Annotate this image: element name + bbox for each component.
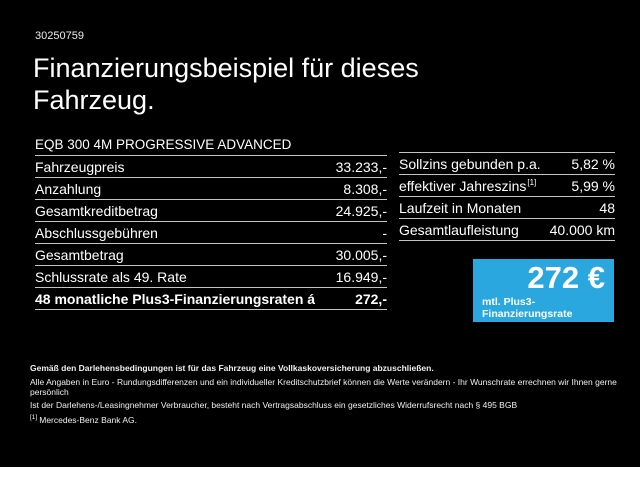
fine-print-disclaimer: Alle Angaben in Euro - Rundungsdifferenzen und ein individueller Kreditschutzbrief können die Werte verändern - Ihr Wunschrate errechnen wir Ihnen gerne persönlich	[30, 376, 617, 397]
row-value: 5,82 %	[571, 155, 615, 172]
fine-print-insurance-note: Gemäß den Darlehensbedingungen ist für das Fahrzeug eine Vollkaskoversicherung abzuschließen.	[30, 363, 434, 373]
table-row-gesamtlaufleistung	[399, 219, 615, 241]
row-label: Schlussrate als 49. Rate	[35, 268, 187, 285]
row-value: 30.005,-	[335, 246, 387, 263]
row-value: 8.308,-	[343, 180, 387, 197]
table-row-abschlussgebuehren	[35, 222, 387, 244]
row-value: 48	[599, 199, 615, 216]
page-title: Finanzierungsbeispiel für dieses Fahrzeug.	[33, 53, 419, 115]
fine-print-block	[30, 363, 618, 429]
monthly-rate-amount: 272 €	[527, 260, 605, 295]
row-label: Gesamtlaufleistung	[399, 221, 519, 238]
row-label: Fahrzeugpreis	[35, 158, 125, 175]
table-row-laufzeit	[399, 197, 615, 219]
row-label: Sollzins gebunden p.a.	[399, 155, 541, 172]
row-value: 272,-	[355, 290, 387, 307]
row-value: -	[382, 224, 387, 241]
row-label: Abschlussgebühren	[35, 224, 158, 241]
row-label: Gesamtbetrag	[35, 246, 124, 263]
footnote-text: Mercedes-Benz Bank AG.	[39, 415, 138, 425]
row-label: Laufzeit in Monaten	[399, 199, 522, 216]
row-label: effektiver Jahreszins[1]	[399, 177, 537, 194]
monthly-rate-box	[473, 259, 614, 322]
row-label: 48 monatliche Plus3-Finanzierungsraten á	[35, 290, 316, 307]
row-value: 24.925,-	[335, 202, 387, 219]
monthly-rate-caption: mtl. Plus3-Finanzierungsrate	[482, 296, 573, 320]
row-value: 16.949,-	[335, 268, 387, 285]
row-value: 5,99 %	[571, 177, 615, 194]
table-row-gesamtkreditbetrag	[35, 200, 387, 222]
table-row-effektiver-jahreszins	[399, 175, 615, 197]
fine-print-withdrawal-note: Ist der Darlehens-/Leasingnehmer Verbraucher, besteht nach Vertragsabschluss ein gesetzliches Widerrufsrecht nach § 495 BGB	[30, 400, 518, 410]
table-row-anzahlung	[35, 178, 387, 200]
table-row-gesamtbetrag	[35, 244, 387, 266]
footnote-marker: [1]	[30, 414, 38, 422]
interest-terms-table	[399, 152, 615, 241]
row-value: 33.233,-	[335, 158, 387, 175]
footnote-bank	[30, 415, 618, 425]
table-row-monatsraten	[35, 288, 387, 310]
row-label: Gesamtkreditbetrag	[35, 202, 158, 219]
table-row-fahrzeugpreis	[35, 156, 387, 178]
table-row-sollzins	[399, 153, 615, 175]
row-label: Anzahlung	[35, 180, 102, 197]
document-number: 30250759	[35, 30, 84, 42]
row-value: 40.000 km	[549, 221, 615, 238]
table-row-schlussrate	[35, 266, 387, 288]
bottom-white-band	[0, 467, 640, 480]
financing-details-table	[35, 155, 387, 310]
footnote-ref: [1]	[527, 177, 537, 187]
vehicle-model-name: EQB 300 4M PROGRESSIVE ADVANCED	[35, 137, 292, 152]
